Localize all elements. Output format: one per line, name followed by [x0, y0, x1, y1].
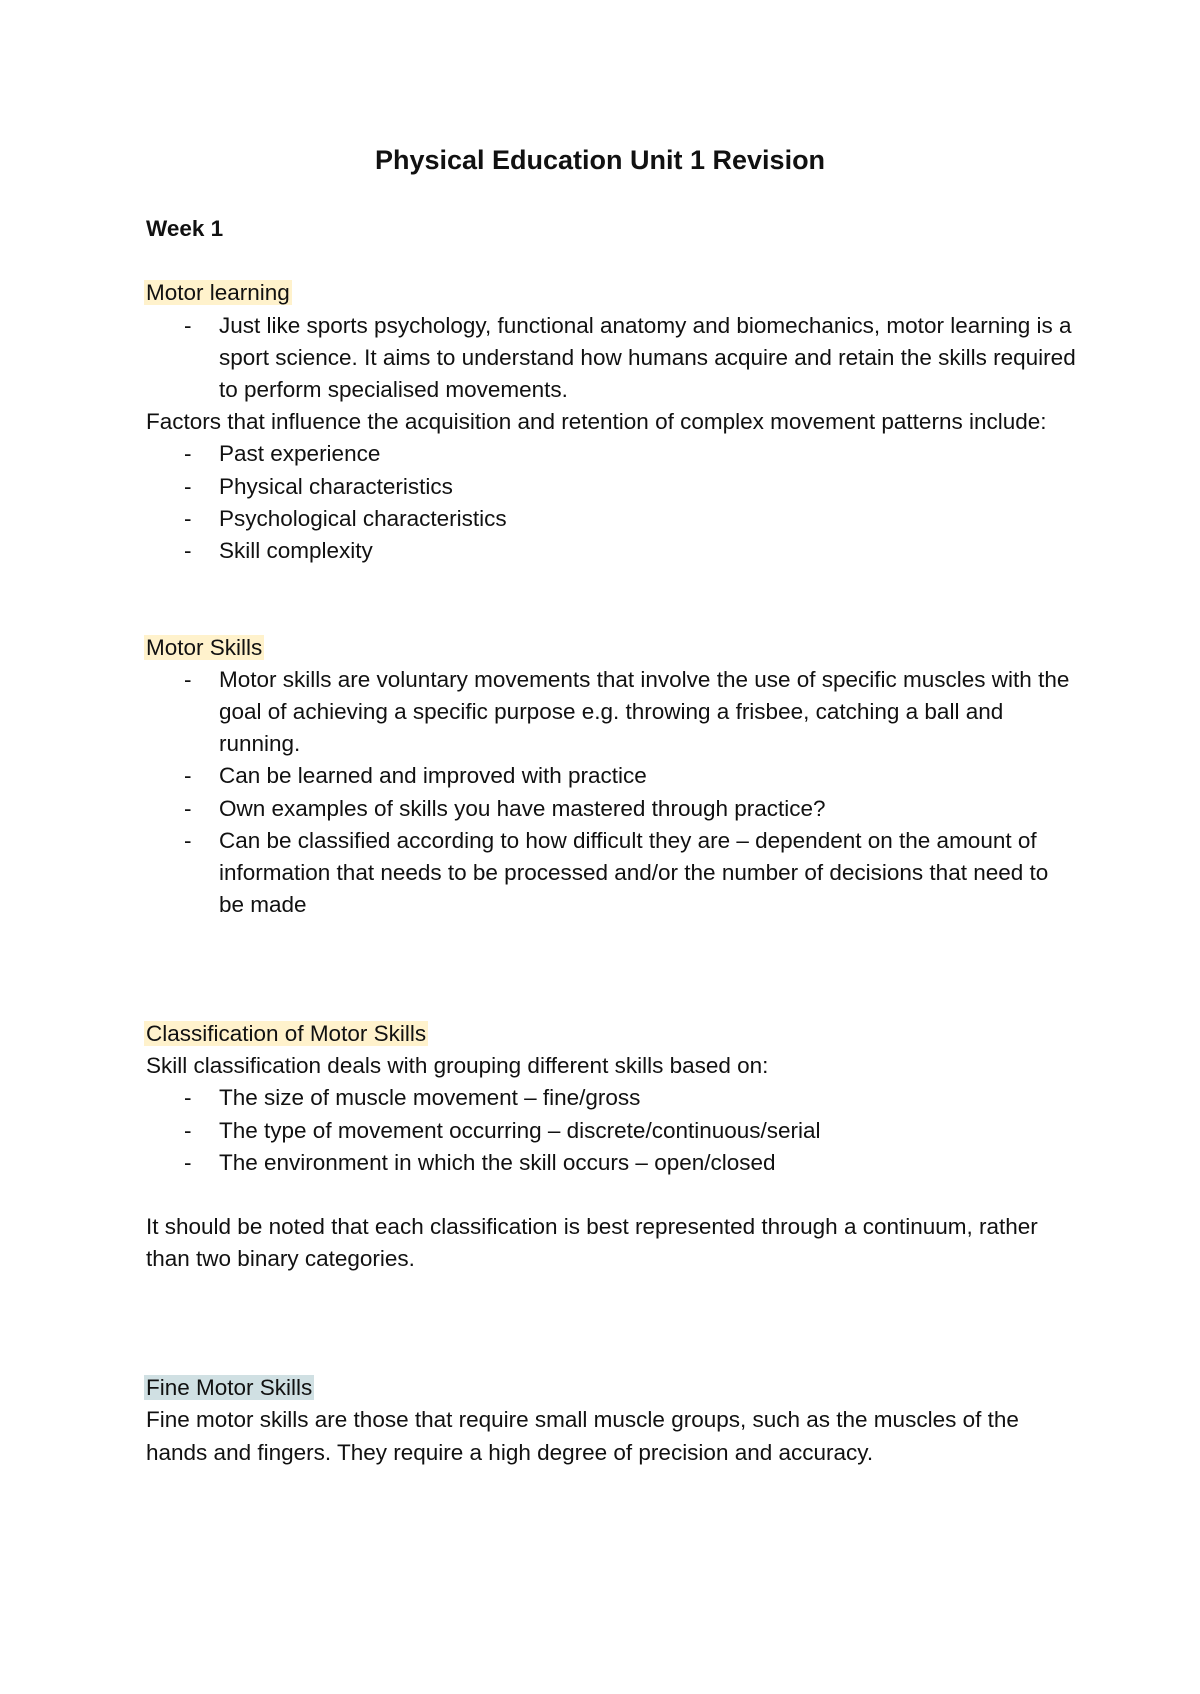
section-heading-classification: Classification of Motor Skills: [146, 1020, 427, 1046]
classification-note: It should be noted that each classification is best represented through a continuum, rather than two binary categories.: [146, 1214, 1038, 1272]
list-item: - Psychological characteristics: [146, 503, 1076, 535]
factors-intro: Factors that influence the acquisition and retention of complex movement patterns include:: [146, 409, 1047, 435]
section-motor-learning: [146, 277, 1076, 309]
section-heading-motor-learning: Motor learning: [146, 280, 290, 306]
spacer: [146, 567, 1076, 599]
spacer: [146, 954, 1076, 986]
classification-intro: Skill classification deals with grouping different skills based on:: [146, 1053, 769, 1079]
spacer: [146, 1276, 1076, 1308]
document-body: [146, 213, 1076, 1469]
section-fine-motor: [146, 1372, 1076, 1404]
list-item: - The type of movement occurring – discrete/continuous/serial: [146, 1115, 1076, 1147]
list-item: - Can be classified according to how difficult they are – dependent on the amount of information that needs to be processed and/or the number of decisions that need to be made: [146, 825, 1076, 922]
spacer: [146, 1179, 1076, 1211]
list-item: - Just like sports psychology, functional anatomy and biomechanics, motor learning is a sport science. It aims to understand how humans acquire and retain the skills required to perform specialised movements.: [146, 310, 1076, 407]
spacer: [146, 986, 1076, 1018]
spacer: [146, 921, 1076, 953]
spacer: [146, 245, 1076, 277]
spacer: [146, 1340, 1076, 1372]
fine-motor-body: Fine motor skills are those that require small muscle groups, such as the muscles of the hands and fingers. They require a high degree of precision and accuracy.: [146, 1407, 1019, 1465]
page-title: Physical Education Unit 1 Revision: [374, 145, 826, 175]
section-heading-fine-motor: Fine Motor Skills: [146, 1375, 313, 1401]
list-item: - Past experience: [146, 438, 1076, 470]
list-item: - Own examples of skills you have mastered through practice?: [146, 793, 1076, 825]
motor-skills-list: [146, 664, 1076, 922]
list-item: - Skill complexity: [146, 535, 1076, 567]
spacer: [146, 599, 1076, 631]
section-heading-motor-skills: Motor Skills: [146, 634, 263, 660]
list-item: - The size of muscle movement – fine/gross: [146, 1082, 1076, 1114]
motor-learning-list: [146, 310, 1076, 407]
factors-list: [146, 438, 1076, 567]
section-motor-skills: [146, 632, 1076, 664]
spacer: [146, 1308, 1076, 1340]
list-item: - Can be learned and improved with practice: [146, 760, 1076, 792]
list-item: - Physical characteristics: [146, 471, 1076, 503]
classification-list: [146, 1082, 1076, 1179]
section-classification: [146, 1018, 1076, 1050]
week-heading: Week 1: [146, 216, 224, 241]
list-item: - The environment in which the skill occurs – open/closed: [146, 1147, 1076, 1179]
list-item: - Motor skills are voluntary movements that involve the use of specific muscles with the goal of achieving a specific purpose e.g. throwing a frisbee, catching a ball and running.: [146, 664, 1076, 761]
